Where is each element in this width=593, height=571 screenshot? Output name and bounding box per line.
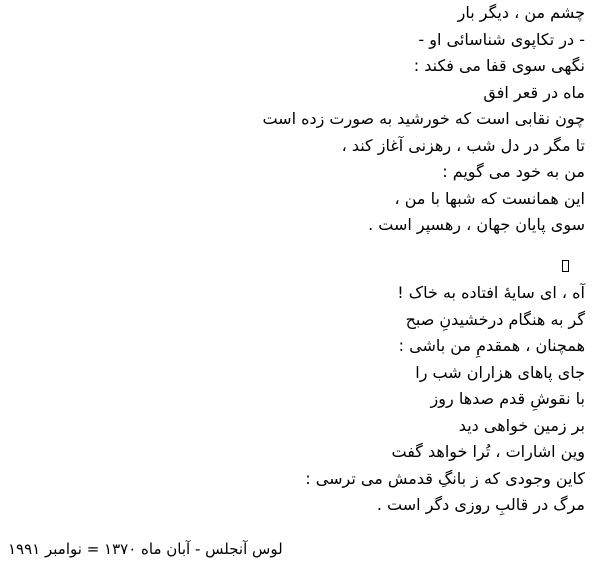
poem-line: این همانست که شبها با من ، (394, 188, 585, 208)
poem-line: چون نقابی است که خورشید به صورت زده است (262, 109, 585, 128)
poem-stanza-2 (105, 258, 585, 519)
place-date-footer: لوس آنجلس - آبان ماه ۱۳۷۰ = نوامبر ۱۹۹۱ (8, 540, 283, 558)
poem-line: نگهی سوی قفا می فکند : (413, 56, 585, 75)
poem-line: آه ، ای سایهٔ افتاده به خاک ! (397, 283, 585, 302)
poem-line: وین اشارات ، تُرا خواهد گفت (391, 442, 585, 461)
poem-line: ماه در قعر افق (483, 82, 585, 102)
poem-line: تا مگر در دل شب ، رهزنی آغاز کند ، (341, 135, 585, 155)
poem-line: کاین وجودی که ز بانگِ قدمش می ترسی : (305, 468, 585, 488)
poem-line: بر زمین خواهی دید (458, 415, 585, 435)
separator-box-icon (562, 260, 569, 272)
poem-line: گر به هنگام درخشیدنِ صبح (405, 309, 585, 329)
poem-line: سوی پایان جهان ، رهسپر است . (368, 215, 585, 234)
poem-line: من به خود می گویم : (442, 162, 585, 181)
poem-line: همچنان ، همقدمِ من باشی : (398, 336, 585, 355)
poem-stanza-1 (105, 0, 585, 239)
poem-line: جای پاهای هزاران شب را (415, 362, 585, 382)
poem-line: با نقوشِ قدم صدها روز (430, 389, 585, 408)
poem-line: - در تکاپوی شناسائی او - (418, 29, 585, 49)
poem-line: چشم من ، دیگر بار (457, 3, 585, 22)
poem-line: مرگ در قالبِ روزی دگر است . (376, 495, 585, 514)
stanza-separator-mark (105, 258, 585, 280)
